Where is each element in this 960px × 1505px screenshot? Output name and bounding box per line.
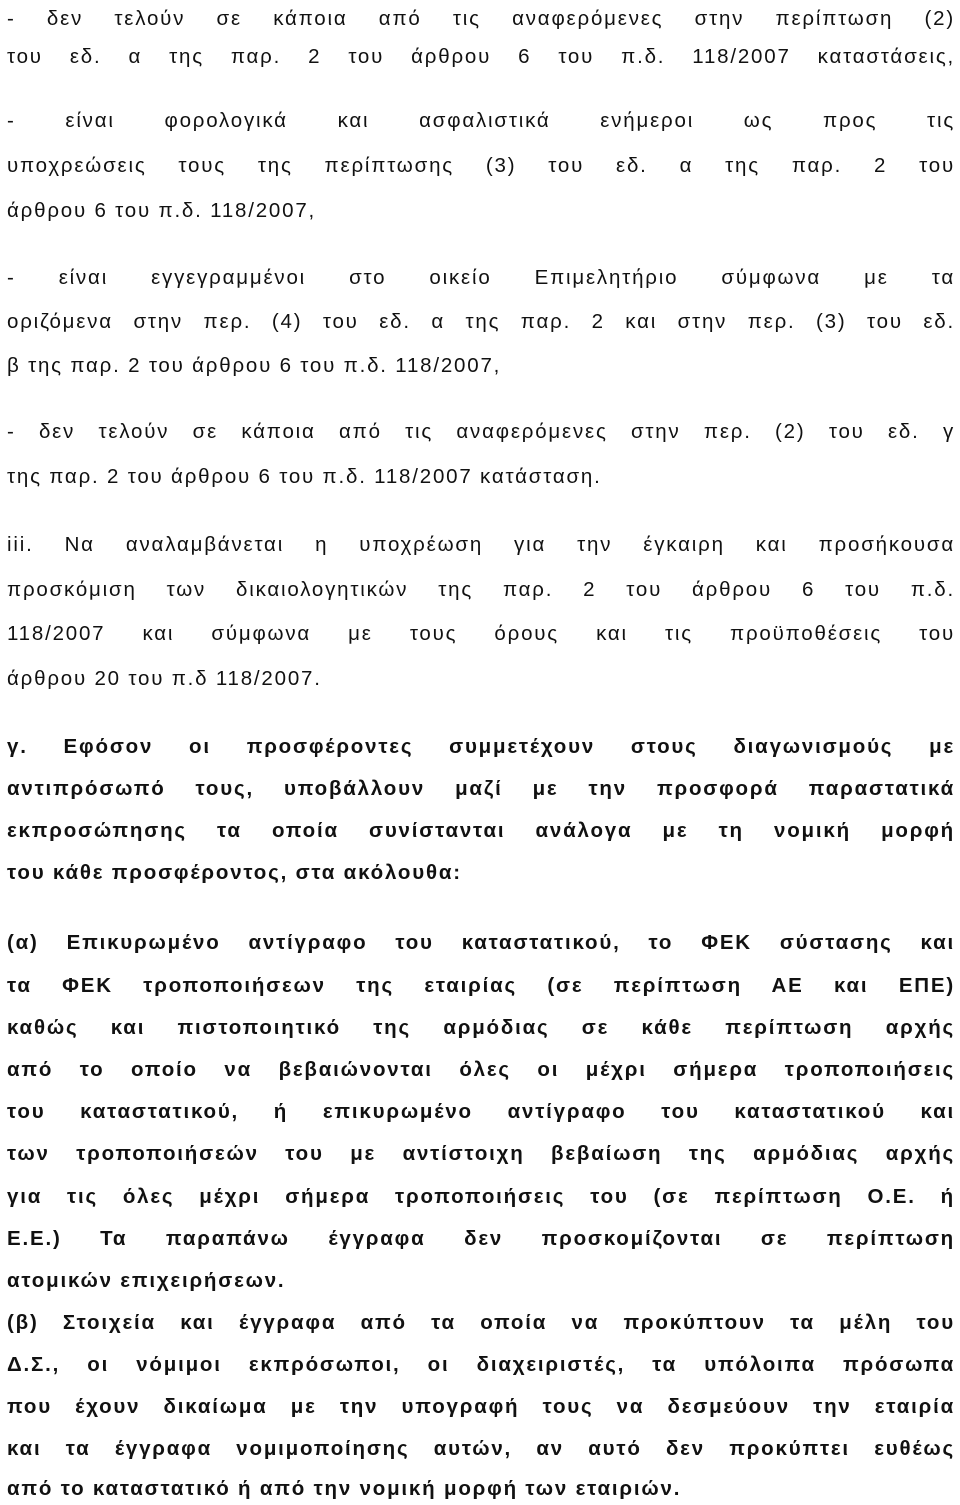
text-line: από το οποίο να βεβαιώνονται όλες οι μέχρι σήμερα τροποποιήσεις <box>7 1058 955 1081</box>
text-line: Δ.Σ., οι νόμιμοι εκπρόσωποι, οι διαχειριστές, τα υπόλοιπα πρόσωπα <box>7 1353 955 1376</box>
text-line: β της παρ. 2 του άρθρου 6 του π.δ. 118/2007, <box>7 354 502 377</box>
text-line: (β) Στοιχεία και έγγραφα από τα οποία να προκύπτουν τα μέλη του <box>7 1311 955 1334</box>
text-line: 118/2007 και σύμφωνα με τους όρους και τις προϋποθέσεις του <box>7 622 955 645</box>
text-line: τα ΦΕΚ τροποποιήσεων της εταιρίας (σε περίπτωση ΑΕ και ΕΠΕ) <box>7 974 955 997</box>
text-line: εκπροσώπησης τα οποία συνίστανται ανάλογα με τη νομική μορφή <box>7 819 955 842</box>
text-line: και τα έγγραφα νομιμοποίησης αυτών, αν αυτό δεν προκύπτει ευθέως <box>7 1437 955 1460</box>
text-line: προσκόμιση των δικαιολογητικών της παρ. 2 του άρθρου 6 του π.δ. <box>7 578 955 601</box>
text-line: - δεν τελούν σε κάποια από τις αναφερόμενες στην περ. (2) του εδ. γ <box>7 420 955 443</box>
text-line: άρθρου 6 του π.δ. 118/2007, <box>7 199 317 222</box>
text-line: οριζόμενα στην περ. (4) του εδ. α της παρ. 2 και στην περ. (3) του εδ. <box>7 310 955 333</box>
text-line: (α) Επικυρωμένο αντίγραφο του καταστατικού, το ΦΕΚ σύστασης και <box>7 931 955 954</box>
text-line: που έχουν δικαίωμα με την υπογραφή τους να δεσμεύουν την εταιρία <box>7 1395 955 1418</box>
text-line: για τις όλες μέχρι σήμερα τροποποιήσεις του (σε περίπτωση Ο.Ε. ή <box>7 1185 955 1208</box>
text-line: του εδ. α της παρ. 2 του άρθρου 6 του π.δ. 118/2007 καταστάσεις, <box>7 45 955 68</box>
text-line: iii. Να αναλαμβάνεται η υποχρέωση για την έγκαιρη και προσήκουσα <box>7 533 955 556</box>
text-line: της παρ. 2 του άρθρου 6 του π.δ. 118/2007 κατάσταση. <box>7 465 602 488</box>
text-line: - είναι φορολογικά και ασφαλιστικά ενήμεροι ως προς τις <box>7 109 955 132</box>
text-line: του κάθε προσφέροντος, στα ακόλουθα: <box>7 861 462 884</box>
text-line: από το καταστατικό ή από την νομική μορφή των εταιριών. <box>7 1477 682 1500</box>
text-line: ατομικών επιχειρήσεων. <box>7 1269 286 1292</box>
text-line: Ε.Ε.) Τα παραπάνω έγγραφα δεν προσκομίζονται σε περίπτωση <box>7 1227 955 1250</box>
text-line: - είναι εγγεγραμμένοι στο οικείο Επιμελητήριο σύμφωνα με τα <box>7 266 955 289</box>
text-line: των τροποποιήσεών του με αντίστοιχη βεβαίωση της αρμόδιας αρχής <box>7 1142 955 1165</box>
text-line: - δεν τελούν σε κάποια από τις αναφερόμενες στην περίπτωση (2) <box>7 7 955 30</box>
text-line: καθώς και πιστοποιητικό της αρμόδιας σε κάθε περίπτωση αρχής <box>7 1016 955 1039</box>
text-line: αντιπρόσωπό τους, υποβάλλουν μαζί με την προσφορά παραστατικά <box>7 777 955 800</box>
text-line: άρθρου 20 του π.δ 118/2007. <box>7 667 322 690</box>
text-line: του καταστατικού, ή επικυρωμένο αντίγραφο του καταστατικού και <box>7 1100 955 1123</box>
text-line: γ. Εφόσον οι προσφέροντες συμμετέχουν στους διαγωνισμούς με <box>7 735 955 758</box>
text-line: υποχρεώσεις τους της περίπτωσης (3) του εδ. α της παρ. 2 του <box>7 154 955 177</box>
